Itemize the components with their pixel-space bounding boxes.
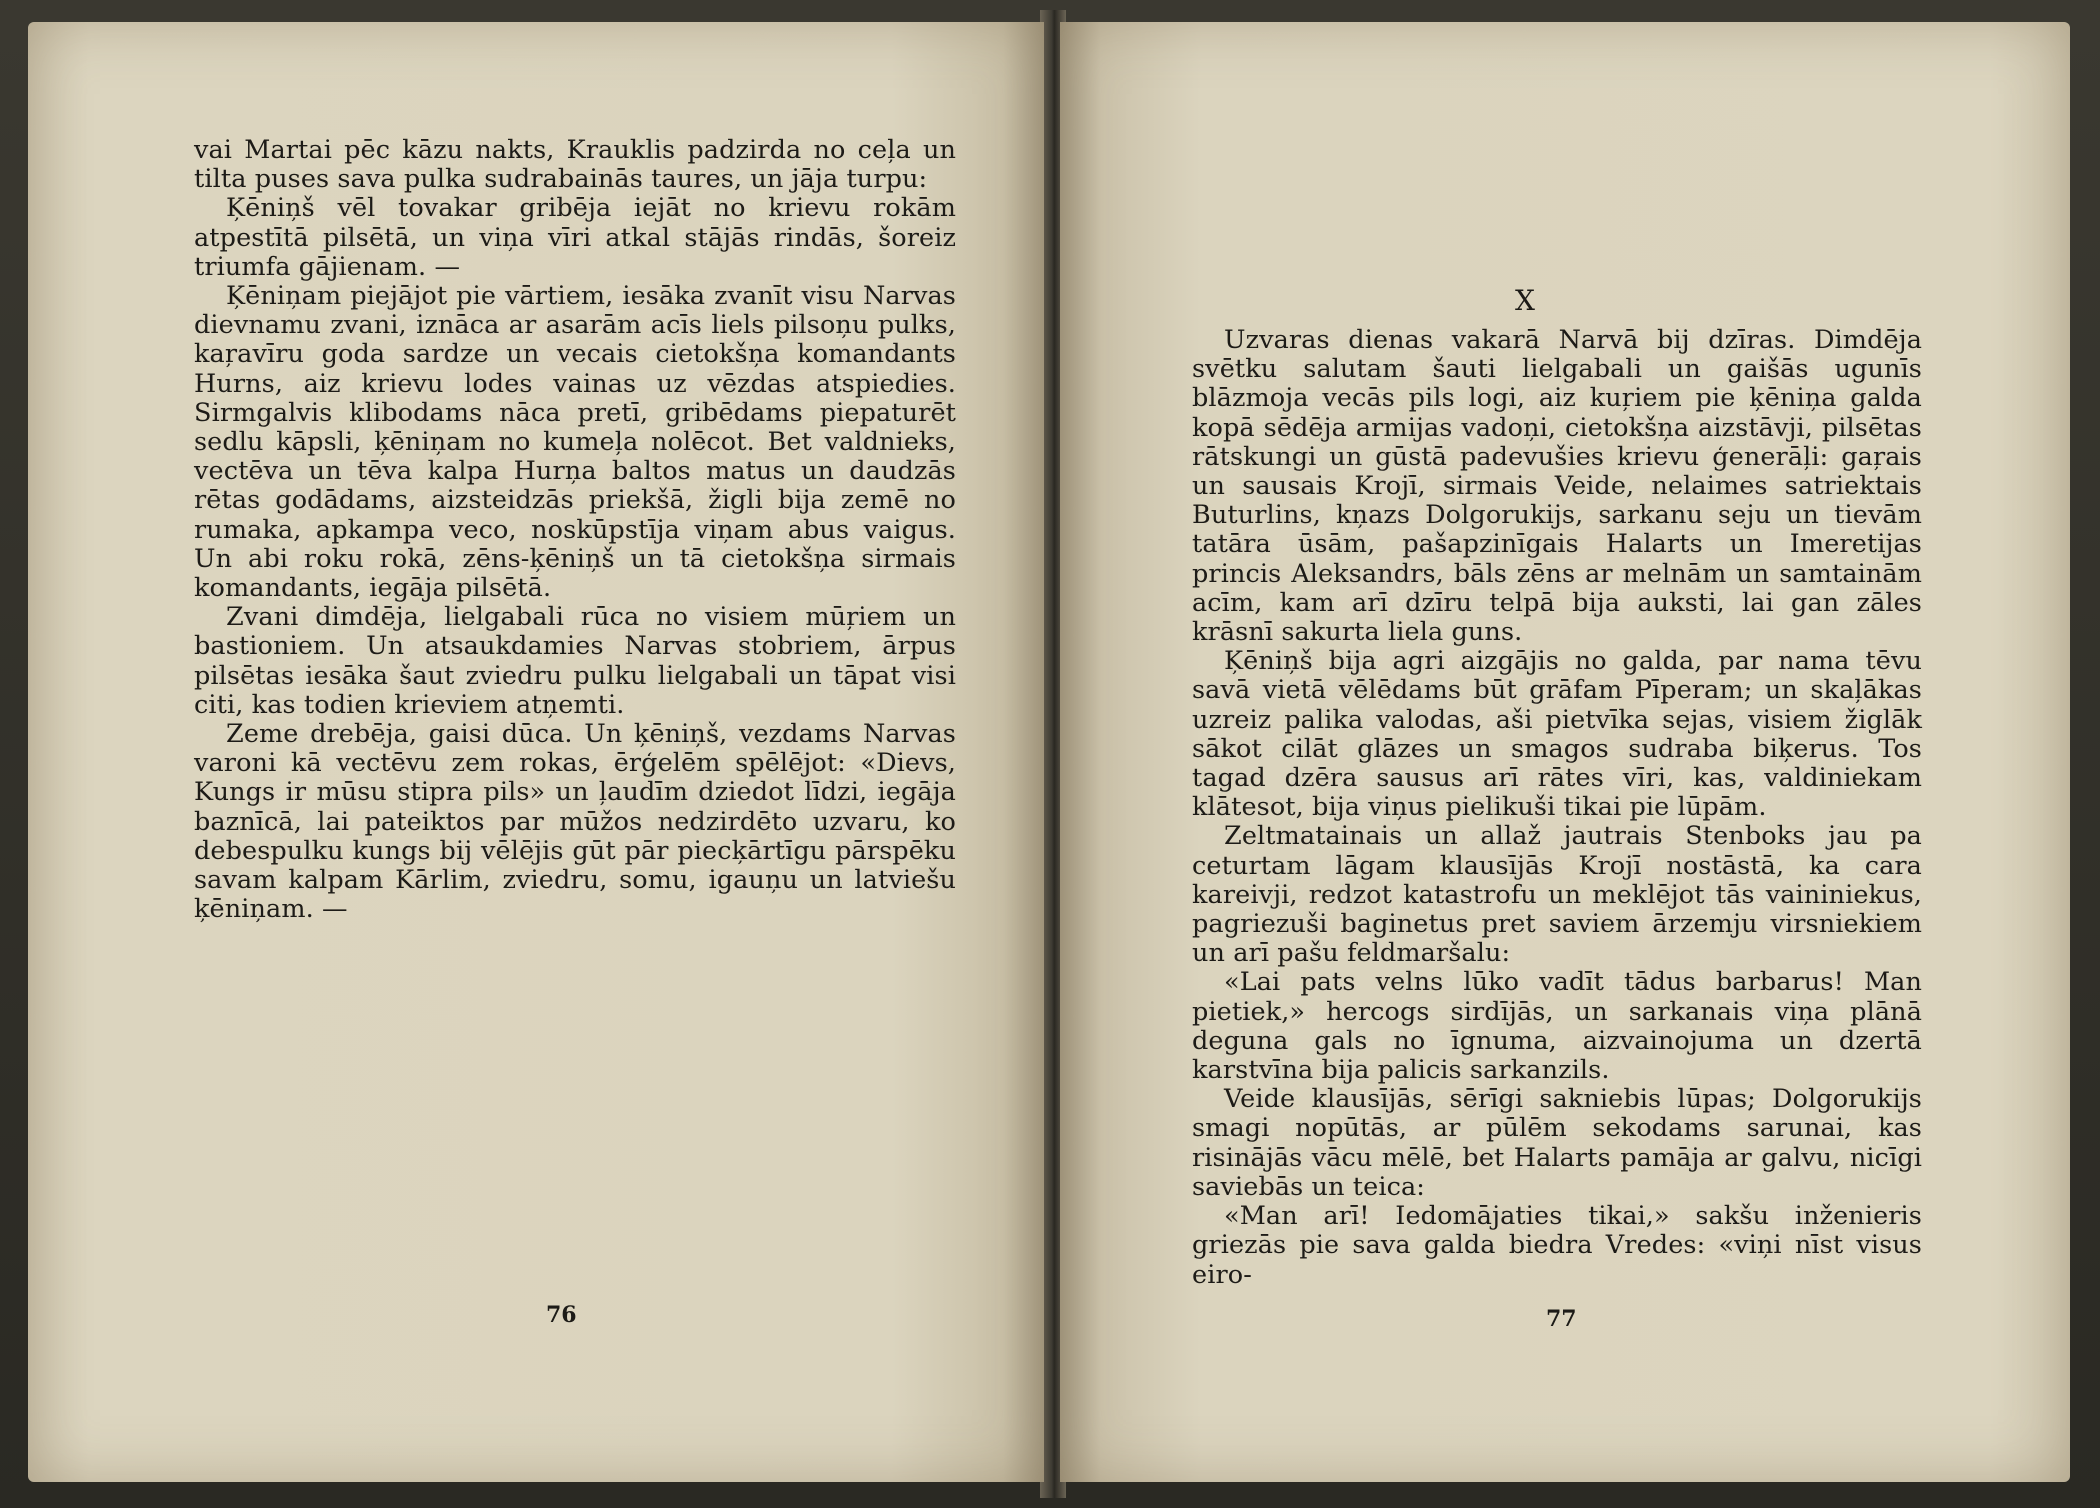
chapter-heading: X: [1515, 284, 1535, 317]
right-paragraph-3: Zeltmatainais un allaž jautrais Stenboks jau pa ceturtam lāgam klausījās Krojī nostāstā, ka cara kareivji, redzot katastrofu un meklējot tās vaininiekus, pagriezuši baginetus pret saviem ārzemju virsniekiem un arī pašu feldmaršalu:: [1192, 821, 1922, 969]
left-paragraph-1: vai Martai pēc kāzu nakts, Krauklis padzirda no ceļa un tilta puses sava pulka sudrabainās taures, un jāja turpu:: [194, 135, 956, 195]
right-paragraph-5: Veide klausījās, sērīgi sakniebis lūpas; Dolgorukijs smagi nopūtās, ar pūlēm sekodams sarunai, kas risinājās vācu mēlē, bet Halarts pamāja ar galvu, nicīgi saviebās un teica:: [1192, 1084, 1922, 1202]
right-paragraph-2: Ķēniņš bija agri aizgājis no galda, par nama tēvu savā vietā vēlēdams būt grāfam Pīperam; un skaļākas uzreiz palika valodas, aši pietvīka sejas, visiem žiglāk sākot cilāt glāzes un smagos sudraba biķerus. Tos tagad dzēra sausus arī rātes vīri, kas, valdiniekam klātesot, bija viņus pielikuši tikai pie lūpām.: [1192, 646, 1922, 823]
right-page-text: [1192, 326, 1922, 1290]
left-paragraph-4: Zvani dimdēja, lielgabali rūca no visiem mūŗiem un bastioniem. Un atsaukdamies Narvas stobriem, ārpus pilsētas iesāka šaut zviedru pulku lielgabali un tāpat visi citi, kas todien krieviem atņemti.: [194, 602, 956, 720]
right-page-number: 77: [1546, 1306, 1577, 1332]
right-paragraph-6: «Man arī! Iedomājaties tikai,» sakšu inženieris griezās pie sava galda biedra Vredes: «viņi nīst visus eiro-: [1192, 1201, 1922, 1290]
right-paragraph-4: «Lai pats velns lūko vadīt tādus barbarus! Man pietiek,» hercogs sirdījās, un sarkanais viņa plānā deguna gals no īgnuma, aizvainojuma un dzertā karstvīna bija palicis sarkanzils.: [1192, 967, 1922, 1086]
right-paragraph-1: Uzvaras dienas vakarā Narvā bij dzīras. Dimdēja svētku salutam šauti lielgabali un gaišās ugunīs blāzmoja vecās pils logi, aiz kuŗiem pie ķēniņa galda kopā sēdēja armijas vadoņi, cietokšņa aizstāvji, pilsētas rātskungi un gūstā padevušies krievu ģenerāļi: gaŗais un sausais Krojī, sirmais Veide, nelaimes satriektais Buturlins, kņazs Dolgorukijs, sarkanu seju un tievām tatāra ūsām, pašapzinīgais Halarts un Imeretijas princis Aleksandrs, bāls zēns ar melnām un samtainām acīm, kam arī dzīru telpā bija auksti, lai gan zāles krāsnī sakurta liela guns.: [1192, 325, 1922, 648]
left-page-number: 76: [546, 1302, 577, 1328]
left-page: [28, 22, 1044, 1482]
left-paragraph-2: Ķēniņš vēl tovakar gribēja iejāt no krievu rokām atpestītā pilsētā, un viņa vīri atkal stājās rindās, šoreiz triumfa gājienam. —: [194, 193, 956, 282]
left-paragraph-3: Ķēniņam piejājot pie vārtiem, iesāka zvanīt visu Narvas dievnamu zvani, iznāca ar asarām acīs liels pilsoņu pulks, kaŗavīru goda sardze un vecais cietokšņa komandants Hurns, aiz krievu lodes vainas uz vēzdas atspiedies. Sirmgalvis klibodams nāca pretī, gribēdams piepaturēt sedlu kāpsli, ķēniņam no kumeļa nolēcot. Bet valdnieks, vectēva un tēva kalpa Hurņa baltos matus un daudzās rētas godādams, aizsteidzās priekšā, žigli bija zemē no rumaka, apkampa veco, noskūpstīja viņam abus vaigus. Un abi roku rokā, zēns-ķēniņš un tā cietokšņa sirmais komandants, iegāja pilsētā.: [194, 281, 956, 604]
left-page-text: [194, 136, 956, 924]
right-page: [1060, 22, 2070, 1482]
left-paragraph-5: Zeme drebēja, gaisi dūca. Un ķēniņš, vezdams Narvas varoni kā vectēvu zem rokas, ērģelēm spēlējot: «Dievs, Kungs ir mūsu stipra pils» un ļaudīm dziedot līdzi, iegāja baznīcā, lai pateiktos par mūžos nedzirdēto uzvaru, ko debespulku kungs bij vēlējis gūt pār piecķārtīgu pārspēku savam kalpam Kārlim, zviedru, somu, igauņu un latviešu ķēniņam. —: [194, 719, 956, 925]
